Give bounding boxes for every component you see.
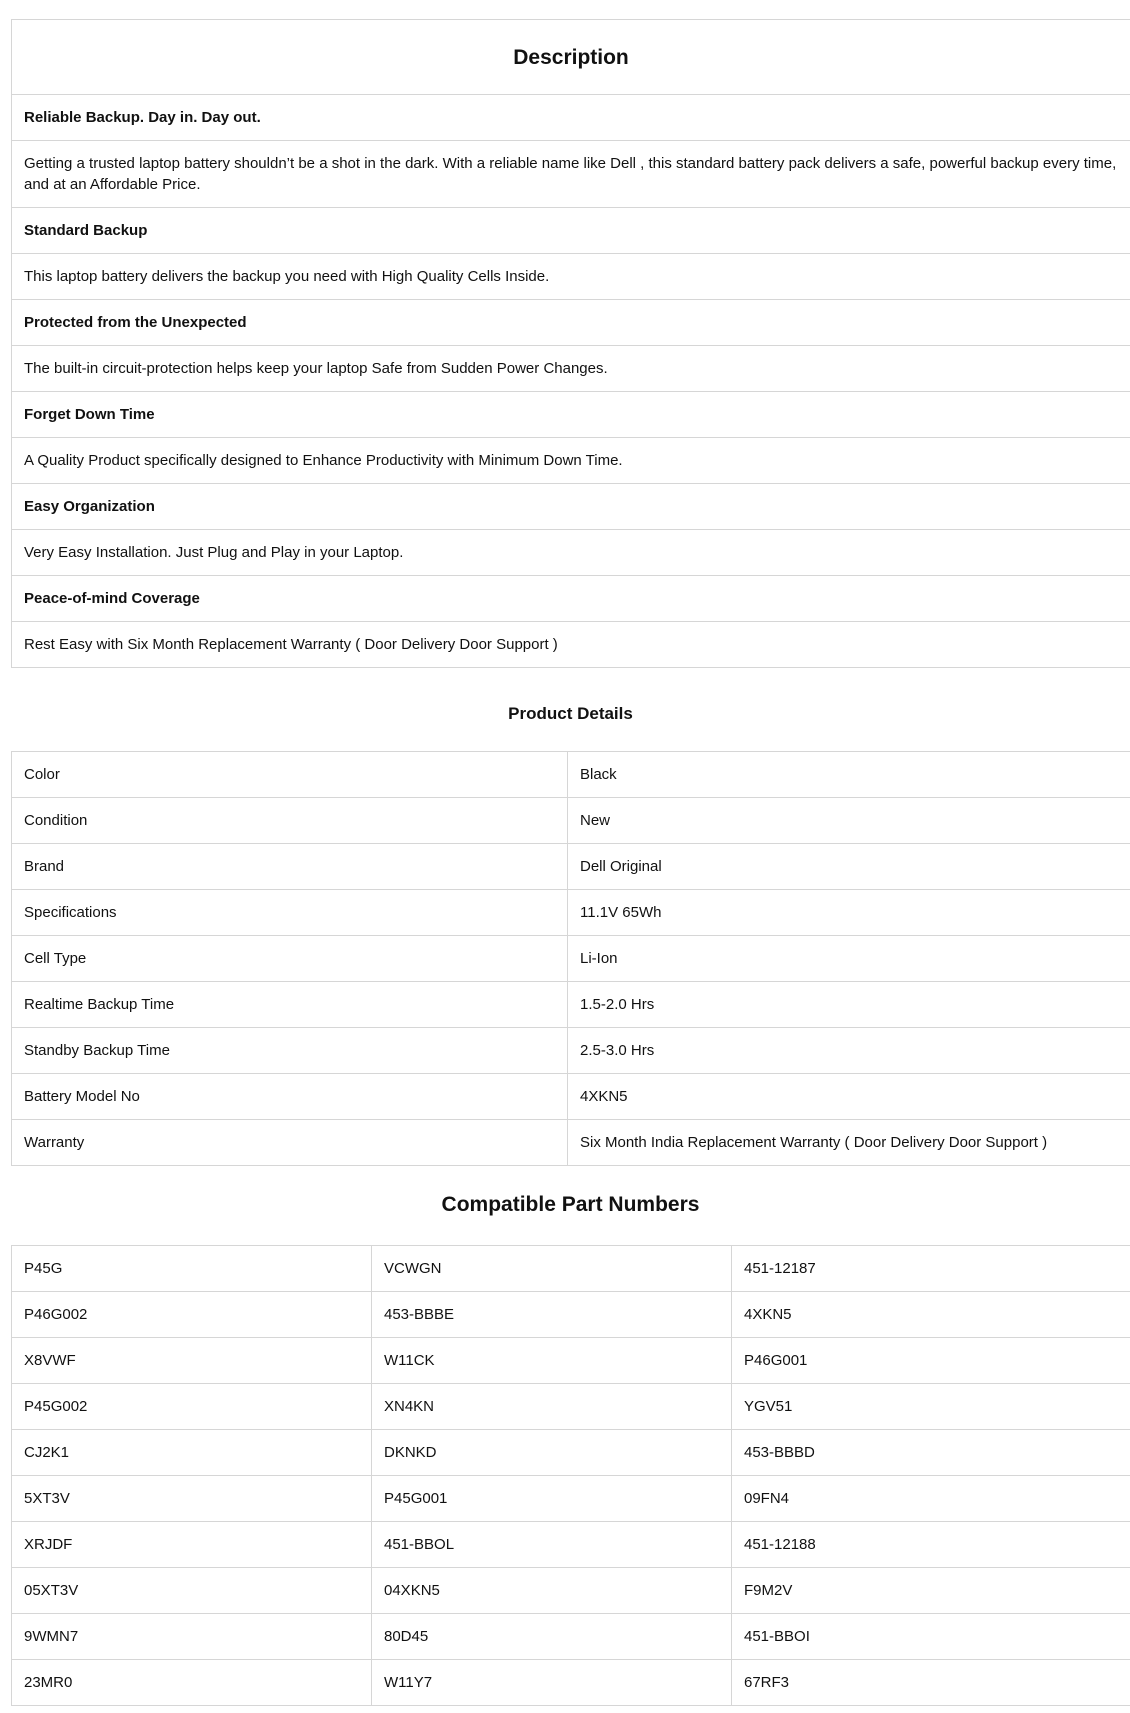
section-text: A Quality Product specifically designed to Enhance Productivity with Minimum Down Time. bbox=[12, 438, 1130, 484]
part-number: 05XT3V bbox=[12, 1568, 372, 1614]
part-number: P45G001 bbox=[372, 1476, 732, 1522]
detail-label: Standby Backup Time bbox=[12, 1028, 568, 1074]
part-number: W11CK bbox=[372, 1338, 732, 1384]
part-number: P45G002 bbox=[12, 1384, 372, 1430]
table-row bbox=[12, 982, 1130, 1028]
table-row bbox=[12, 1120, 1130, 1166]
table-row bbox=[12, 844, 1130, 890]
part-number: 451-BBOL bbox=[372, 1522, 732, 1568]
product-details-title: Product Details bbox=[508, 704, 633, 723]
table-row bbox=[12, 1660, 1130, 1706]
part-number: CJ2K1 bbox=[12, 1430, 372, 1476]
detail-value: 11.1V 65Wh bbox=[568, 890, 1130, 936]
part-number: YGV51 bbox=[732, 1384, 1130, 1430]
section-heading: Forget Down Time bbox=[12, 392, 1130, 438]
part-number: P46G002 bbox=[12, 1292, 372, 1338]
section-heading: Peace-of-mind Coverage bbox=[12, 576, 1130, 622]
product-details-table bbox=[11, 751, 1130, 1166]
section-heading: Easy Organization bbox=[12, 484, 1130, 530]
part-number: 23MR0 bbox=[12, 1660, 372, 1706]
part-number: 451-12188 bbox=[732, 1522, 1130, 1568]
detail-label: Color bbox=[12, 752, 568, 798]
table-row bbox=[12, 1292, 1130, 1338]
detail-label: Brand bbox=[12, 844, 568, 890]
detail-label: Specifications bbox=[12, 890, 568, 936]
section-text: The built-in circuit-protection helps keep your laptop Safe from Sudden Power Changes. bbox=[12, 346, 1130, 392]
description-title: Description bbox=[12, 20, 1130, 95]
table-row bbox=[12, 752, 1130, 798]
table-row bbox=[12, 798, 1130, 844]
part-number: X8VWF bbox=[12, 1338, 372, 1384]
part-number: P46G001 bbox=[732, 1338, 1130, 1384]
detail-value: 1.5-2.0 Hrs bbox=[568, 982, 1130, 1028]
part-number: 451-BBOI bbox=[732, 1614, 1130, 1660]
detail-value: Black bbox=[568, 752, 1130, 798]
part-number: F9M2V bbox=[732, 1568, 1130, 1614]
section-text: Very Easy Installation. Just Plug and Play in your Laptop. bbox=[12, 530, 1130, 576]
section-heading: Standard Backup bbox=[12, 208, 1130, 254]
detail-label: Cell Type bbox=[12, 936, 568, 982]
section-text: Rest Easy with Six Month Replacement Warranty ( Door Delivery Door Support ) bbox=[12, 622, 1130, 668]
table-row bbox=[12, 936, 1130, 982]
table-row bbox=[12, 1476, 1130, 1522]
table-row bbox=[12, 1338, 1130, 1384]
detail-value: Dell Original bbox=[568, 844, 1130, 890]
detail-value: New bbox=[568, 798, 1130, 844]
part-number: W11Y7 bbox=[372, 1660, 732, 1706]
part-number: DKNKD bbox=[372, 1430, 732, 1476]
detail-value: 4XKN5 bbox=[568, 1074, 1130, 1120]
part-number: XRJDF bbox=[12, 1522, 372, 1568]
detail-label: Condition bbox=[12, 798, 568, 844]
section-heading: Protected from the Unexpected bbox=[12, 300, 1130, 346]
table-row bbox=[12, 1614, 1130, 1660]
table-row bbox=[12, 1384, 1130, 1430]
part-number: VCWGN bbox=[372, 1246, 732, 1292]
part-number: XN4KN bbox=[372, 1384, 732, 1430]
detail-label: Realtime Backup Time bbox=[12, 982, 568, 1028]
section-text: This laptop battery delivers the backup you need with High Quality Cells Inside. bbox=[12, 254, 1130, 300]
part-number: 04XKN5 bbox=[372, 1568, 732, 1614]
part-number: 09FN4 bbox=[732, 1476, 1130, 1522]
part-number: P45G bbox=[12, 1246, 372, 1292]
part-number: 451-12187 bbox=[732, 1246, 1130, 1292]
part-number: 9WMN7 bbox=[12, 1614, 372, 1660]
table-row bbox=[12, 1246, 1130, 1292]
part-number: 5XT3V bbox=[12, 1476, 372, 1522]
part-number: 67RF3 bbox=[732, 1660, 1130, 1706]
table-row bbox=[12, 1430, 1130, 1476]
part-number: 4XKN5 bbox=[732, 1292, 1130, 1338]
table-row bbox=[12, 1028, 1130, 1074]
table-row bbox=[12, 1568, 1130, 1614]
detail-label: Battery Model No bbox=[12, 1074, 568, 1120]
part-number: 453-BBBE bbox=[372, 1292, 732, 1338]
section-heading: Reliable Backup. Day in. Day out. bbox=[12, 95, 1130, 141]
compatible-parts-title: Compatible Part Numbers bbox=[441, 1193, 700, 1216]
detail-label: Warranty bbox=[12, 1120, 568, 1166]
table-row bbox=[12, 1522, 1130, 1568]
description-table bbox=[11, 19, 1130, 668]
part-number: 80D45 bbox=[372, 1614, 732, 1660]
part-number: 453-BBBD bbox=[732, 1430, 1130, 1476]
table-row bbox=[12, 1074, 1130, 1120]
table-row bbox=[12, 890, 1130, 936]
detail-value: 2.5-3.0 Hrs bbox=[568, 1028, 1130, 1074]
section-text: Getting a trusted laptop battery shouldn’t be a shot in the dark. With a reliable name like Dell , this standard battery pack delivers a safe, powerful backup every time, and at an Affordable Price. bbox=[12, 141, 1130, 208]
compatible-parts-table bbox=[11, 1245, 1130, 1706]
detail-value: Li-Ion bbox=[568, 936, 1130, 982]
detail-value: Six Month India Replacement Warranty ( Door Delivery Door Support ) bbox=[568, 1120, 1130, 1166]
